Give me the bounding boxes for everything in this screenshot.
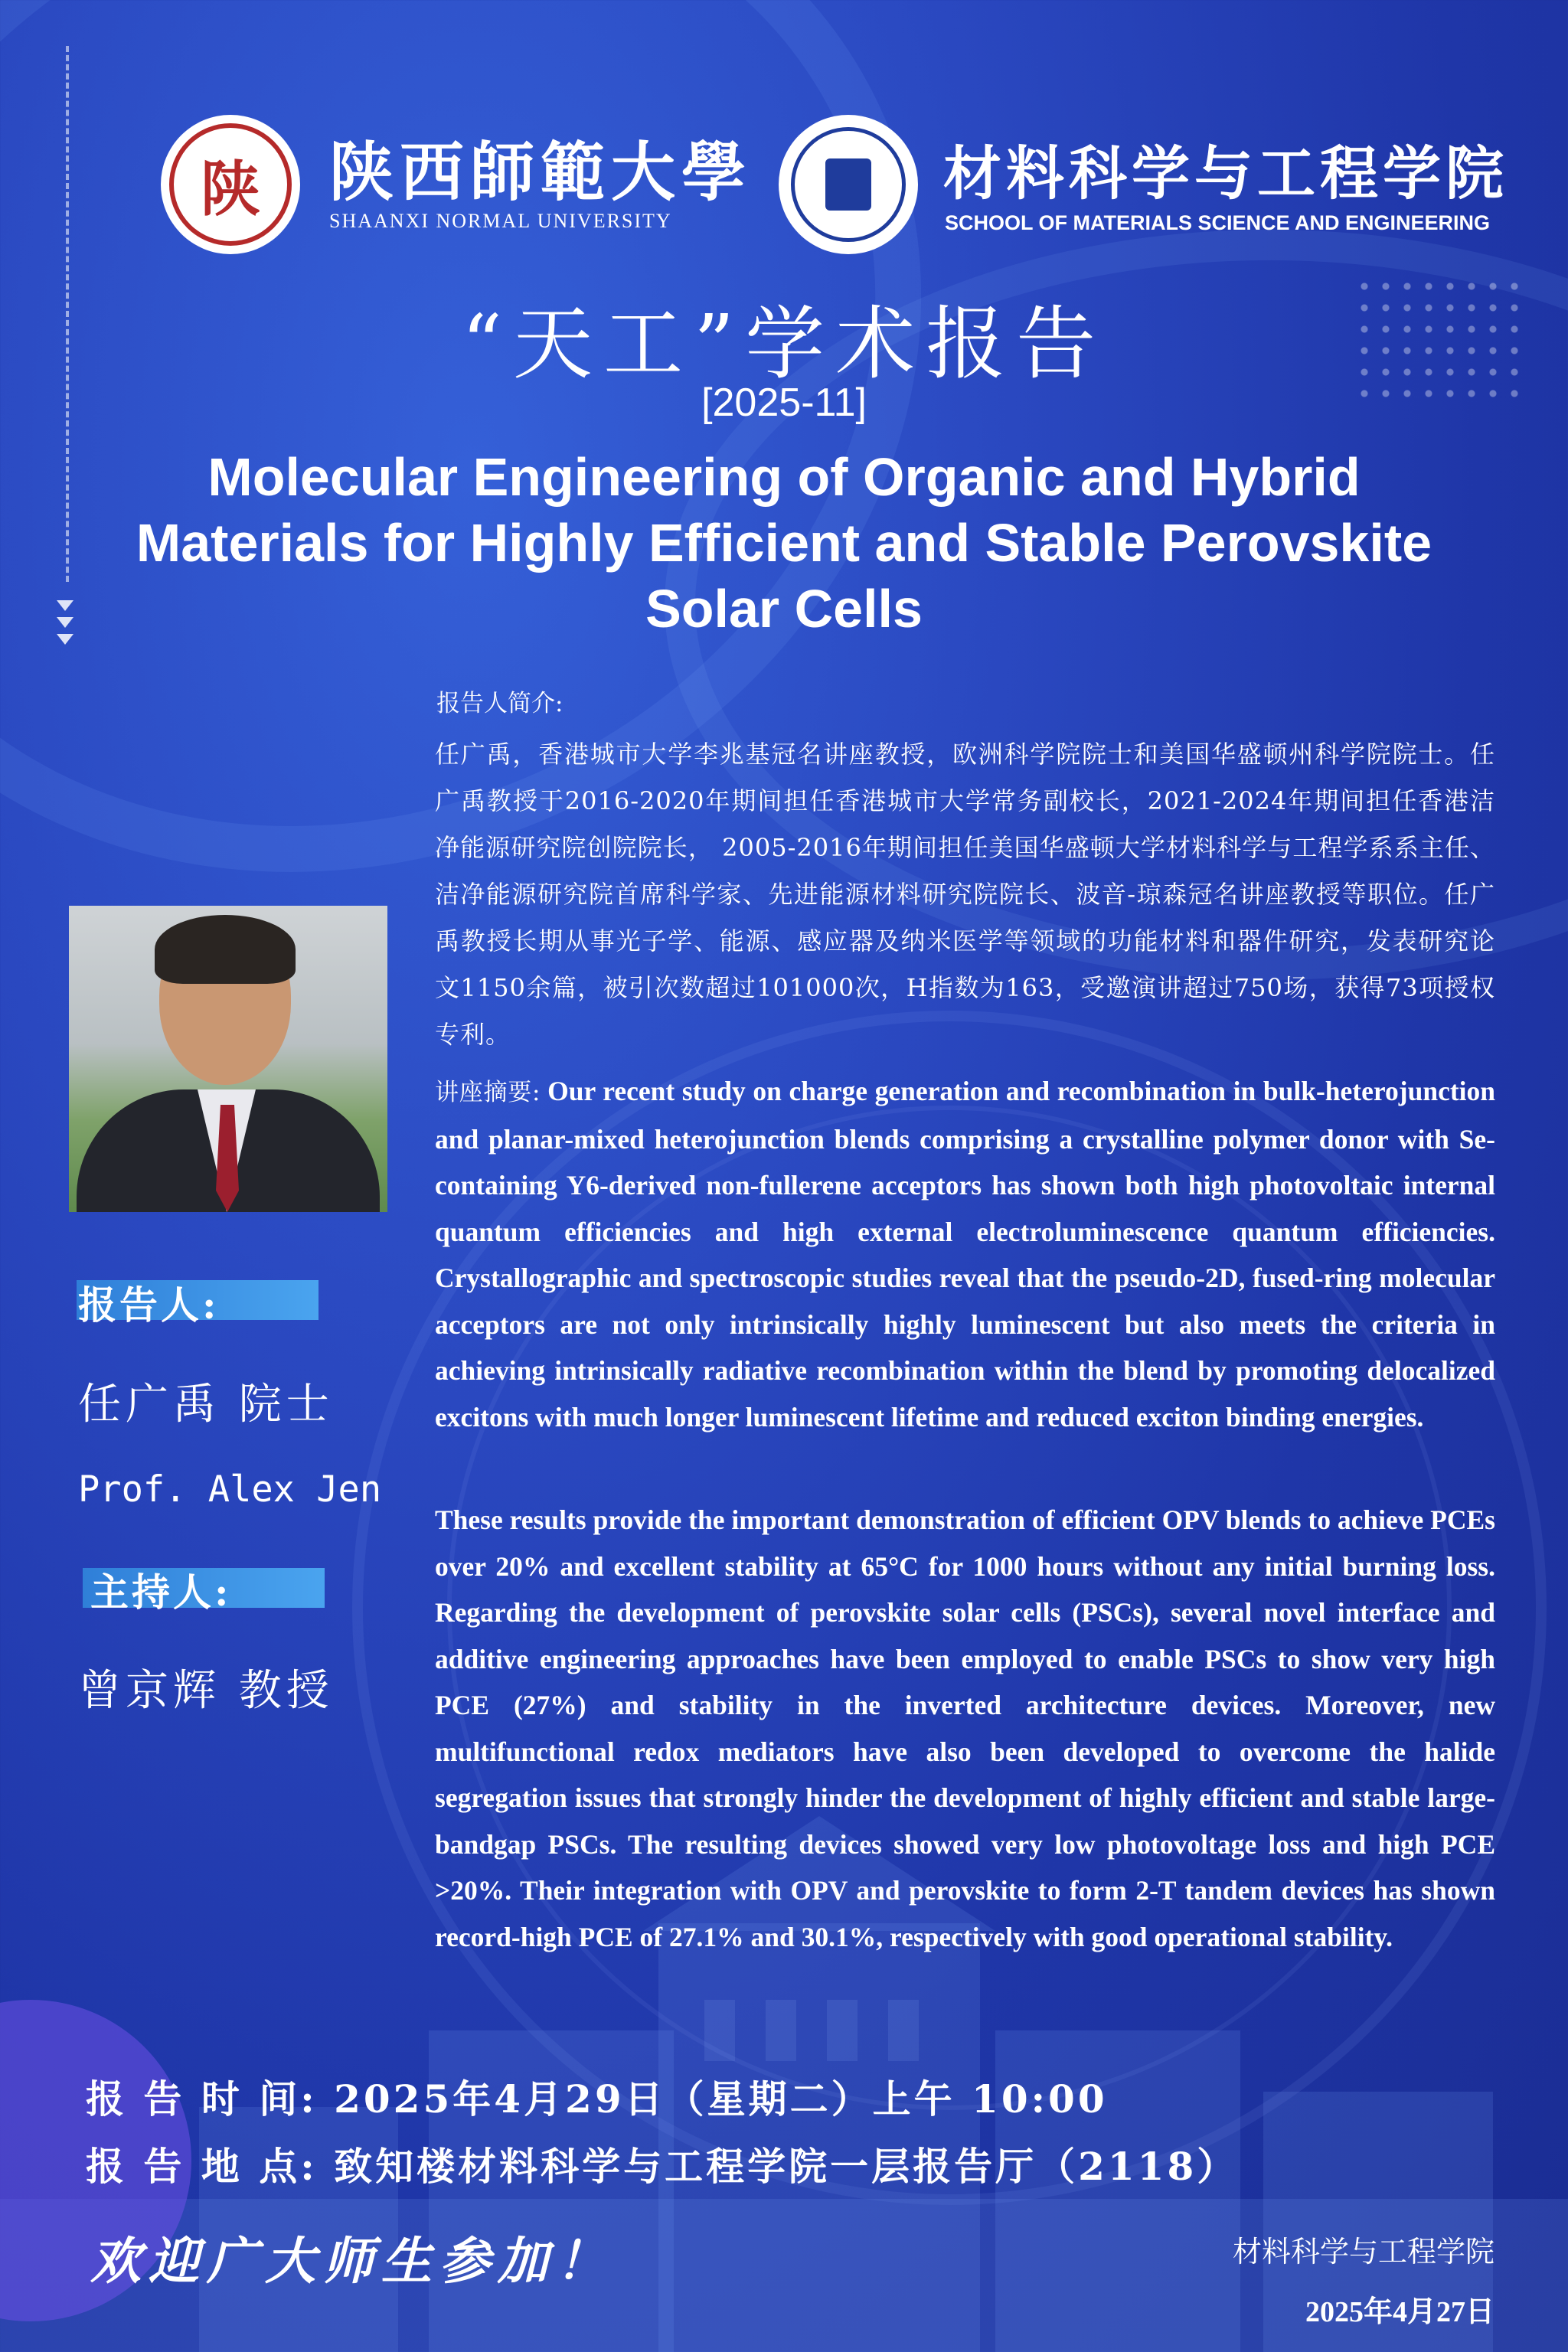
host-role-label: 主持人:: [90, 1570, 232, 1615]
speaker-photo: [69, 906, 387, 1212]
speaker-role-label: 报告人:: [78, 1282, 220, 1328]
speaker-name-en: Prof. Alex Jen: [78, 1468, 382, 1511]
welcome-message: 欢迎广大师生参加！: [90, 2231, 614, 2291]
organizer: 材料科学与工程学院: [1232, 2235, 1494, 2269]
university-seal-logo: 陕: [161, 115, 300, 254]
university-name-cn: 陕西師範大學: [329, 134, 753, 210]
speaker-name-cn: 任广禹 院士: [78, 1380, 334, 1429]
school-name-cn: 材料科学与工程学院: [943, 139, 1508, 207]
school-logo: [779, 115, 918, 254]
bio-heading: 报告人简介:: [436, 690, 564, 717]
abstract-paragraph-1: [435, 1068, 1495, 1440]
abstract-label: 讲座摘要:: [435, 1079, 541, 1106]
abstract-paragraph-2: These results provide the important demonstration of efficient OPV blends to achieve PCEs over 20% and excellent stability at 65°C for 1000 hours without any initial burning loss. Regarding the development of perovskite solar cells (PSCs), several novel interface and additive engineering approaches have been employed to enable PSCs to show very high PCE (27%) and stability in the inverted architecture devices. Moreover, new multifunctional redox mediators have also been developed to overcome the halide segregation issues that strongly hinder the development of highly efficient and stable large-bandgap PSCs. The resulting devices showed very low photovoltage loss and high PCE >20%. Their integration with OPV and perovskite to form 2-T tandem devices has shown record-high PCE of 27.1% and 30.1%, respectively with good operational stability.: [435, 1504, 1495, 1952]
talk-time: 报 告 时 间: 2025年4月29日（星期二）上午 10:00: [86, 2076, 1108, 2122]
school-name-en: SCHOOL OF MATERIALS SCIENCE AND ENGINEERING: [945, 211, 1491, 234]
talk-location: 报 告 地 点: 致知楼材料科学与工程学院一层报告厅（2118）: [86, 2144, 1239, 2189]
talk-title: Molecular Engineering of Organic and Hybrid Materials for Highly Efficient and Stable Perovskite Solar Cells: [136, 447, 1432, 639]
issue-date: 2025年4月27日: [1305, 2296, 1494, 2328]
event-title: “天工”学术报告: [461, 297, 1107, 390]
abstract-text-1: Our recent study on charge generation and recombination in bulk-heterojunction and planar-mixed heterojunction blends comprising a crystalline polymer donor with Se-containing Y6-derived non-fullerene acceptors has shown both high photovoltaic internal quantum efficiencies and high external electroluminescence quantum efficiencies. Crystallographic and spectroscopic studies reveal that the pseudo-2D, fused-ring molecular acceptors are not only intrinsically highly luminescent but also meets the criteria in achieving intrinsically radiative recombination within the blend by promoting delocalized excitons with much longer luminescent lifetime and reduced exciton binding energies.: [435, 1076, 1495, 1432]
university-name-en: SHAANXI NORMAL UNIVERSITY: [329, 210, 672, 232]
decorative-arrows: [55, 597, 78, 651]
series-number: [2025-11]: [701, 381, 867, 425]
speaker-bio: 任广禹，香港城市大学李兆基冠名讲座教授，欧洲科学院院士和美国华盛顿州科学院院士。任广禹教授于2016-2020年期间担任香港城市大学常务副校长，2021-2024年期间担任香港洁净能源研究院创院院长， 2005-2016年期间担任美国华盛顿大学材料科学与工程学系系主任、洁净能源研究院首席科学家、先进能源材料研究院院长、波音-琼森冠名讲座教授等职位。任广禹教授长期从事光子学、能源、感应器及纳米医学等领域的功能材料和器件研究，发表研究论文1150余篇，被引次数超过101000次，H指数为163，受邀演讲超过750场，获得73项授权专利。: [435, 740, 1495, 1049]
host-name-cn: 曾京辉 教授: [78, 1666, 334, 1716]
